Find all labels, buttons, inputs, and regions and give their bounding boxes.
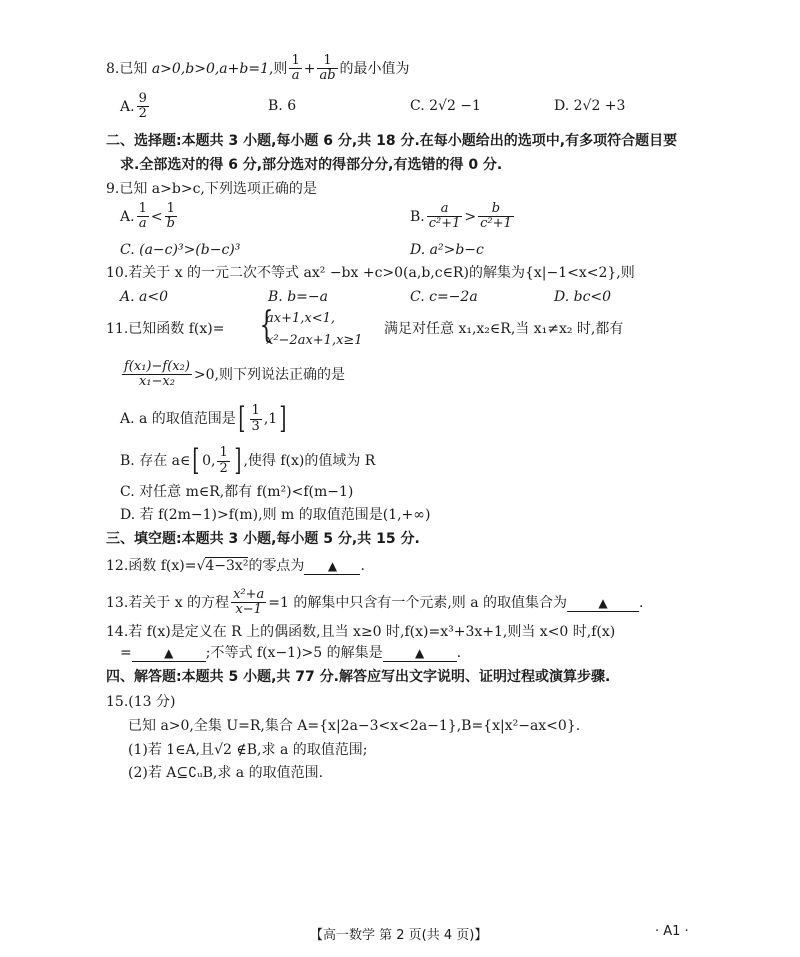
question-13: 13.若关于 x 的方程 $\frac{\text{x²+a}}{x-1}$ =1 的解集中只含有一个元素,则 a 的取值集合为 ▲ .	[106, 587, 644, 618]
question-8-stem: 8.已知 a>0,b>0,a+b=1,则 $\frac{1}{a}$ + $\frac{1}{ab}$ 的最小值为	[106, 53, 410, 84]
q11-case-1: ax+1,x<1,	[266, 311, 336, 326]
q9-option-a: A. $\frac{1}{a}$ < $\frac{1}{b}$	[120, 201, 175, 232]
q11-piecewise-brace: {	[259, 305, 274, 346]
q11-option-a: A. a 的取值范围是[ $\frac{1}{3}$ ,1]	[120, 401, 287, 436]
question-15-given: 已知 a>0,全集 U=R,集合 A={x|2a−3<x<2a−1},B={x|x²−ax<0}.	[128, 718, 581, 734]
q10-option-d: D. bc<0	[554, 289, 612, 305]
q10-option-c: C. c=−2a	[410, 289, 478, 305]
section-2-header-line2: 求.全部选对的得 6 分,部分选对的得部分分,有选错的得 0 分.	[120, 157, 503, 173]
q10-option-a: A. a<0	[120, 289, 168, 305]
section-3-header: 三、填空题:本题共 3 小题,每小题 5 分,共 15 分.	[106, 531, 420, 547]
question-15-part-2: (2)若 A⊆∁ᵤB,求 a 的取值范围.	[128, 765, 324, 781]
question-12: 12.函数 f(x)=√4−3x²的零点为 ▲ .	[106, 558, 365, 574]
q9-option-d: D. a²>b−c	[410, 242, 484, 258]
q8-option-a: A. $\frac{9}{2}$	[120, 91, 147, 122]
question-11-stem-lead: 11.已知函数 f(x)=	[106, 321, 225, 337]
q10-option-b: B. b=−a	[268, 289, 328, 305]
question-14-line-1: 14.若 f(x)是定义在 R 上的偶函数,且当 x≥0 时,f(x)=x³+3x+1,则当 x<0 时,f(x)	[106, 624, 616, 640]
q8-intro: 8.已知	[106, 60, 152, 77]
q9-option-b: B. $\frac{a}{\text{c²+1}}$ > $\frac{b}{\text{c²+1}}$	[410, 201, 512, 232]
question-11-stem-condition: 满足对任意 x₁,x₂∈R,当 x₁≠x₂ 时,都有	[384, 321, 624, 337]
section-2-header-line1: 二、选择题:本题共 3 小题,每小题 6 分,共 18 分.在每小题给出的选项中,有多项符合题目要	[106, 133, 678, 149]
q9-option-c: C. (a−c)³>(b−c)³	[120, 242, 241, 258]
q8-option-b: B. 6	[268, 98, 297, 114]
q11-option-d: D. 若 f(2m−1)>f(m),则 m 的取值范围是(1,+∞)	[120, 507, 431, 523]
q11-option-b: B. 存在 a∈[ 0, $\frac{1}{2}$ ] ,使得 f(x)的值域为 R	[120, 443, 376, 478]
q8-fraction-1: $\frac{1}{a}$	[291, 53, 300, 84]
q14-answer-blank-2: ▲	[383, 645, 457, 662]
q12-radicand: 4−3x²	[205, 558, 249, 574]
q8-fraction-2: $\frac{1}{ab}$	[319, 53, 336, 84]
question-15-part-1: (1)若 1∈A,且√2 ∉B,求 a 的取值范围;	[128, 742, 368, 758]
q12-answer-blank: ▲	[304, 558, 360, 575]
q14-answer-blank-1: ▲	[132, 645, 206, 662]
q8-option-c: C. 2√2 −1	[410, 98, 481, 114]
q11-case-2: x²−2ax+1,x≥1	[266, 333, 363, 348]
question-14-line-2: = ▲ ;不等式 f(x−1)>5 的解集是 ▲ .	[120, 645, 462, 661]
question-10-stem: 10.若关于 x 的一元二次不等式 ax² −bx +c>0(a,b,c∈R)的解集为{x|−1<x<2},则	[106, 265, 635, 281]
page-footer-code: · A1 ·	[655, 924, 689, 939]
question-9-stem: 9.已知 a>b>c,下列选项正确的是	[106, 181, 317, 197]
q8-option-d: D. 2√2 +3	[554, 98, 626, 114]
question-15-head: 15.(13 分)	[106, 694, 176, 710]
q13-answer-blank: ▲	[567, 595, 639, 612]
q11-option-c: C. 对任意 m∈R,都有 f(m²)<f(m−1)	[120, 484, 354, 500]
q11-difference-quotient: $\frac{\text{f(x₁)−f(x₂)}}{\text{x₁−x₂}}$ >0,则下列说法正确的是	[124, 359, 345, 390]
q8-ask: 的最小值为	[339, 60, 410, 77]
q8-then: ,则	[268, 60, 288, 77]
page-footer-label: 【高一数学 第 2 页(共 4 页)】	[310, 928, 488, 943]
section-4-header: 四、解答题:本题共 5 小题,共 77 分.解答应写出文字说明、证明过程或演算步骤.	[106, 669, 611, 685]
q8-condition: a>0,b>0,a+b=1	[151, 60, 269, 77]
